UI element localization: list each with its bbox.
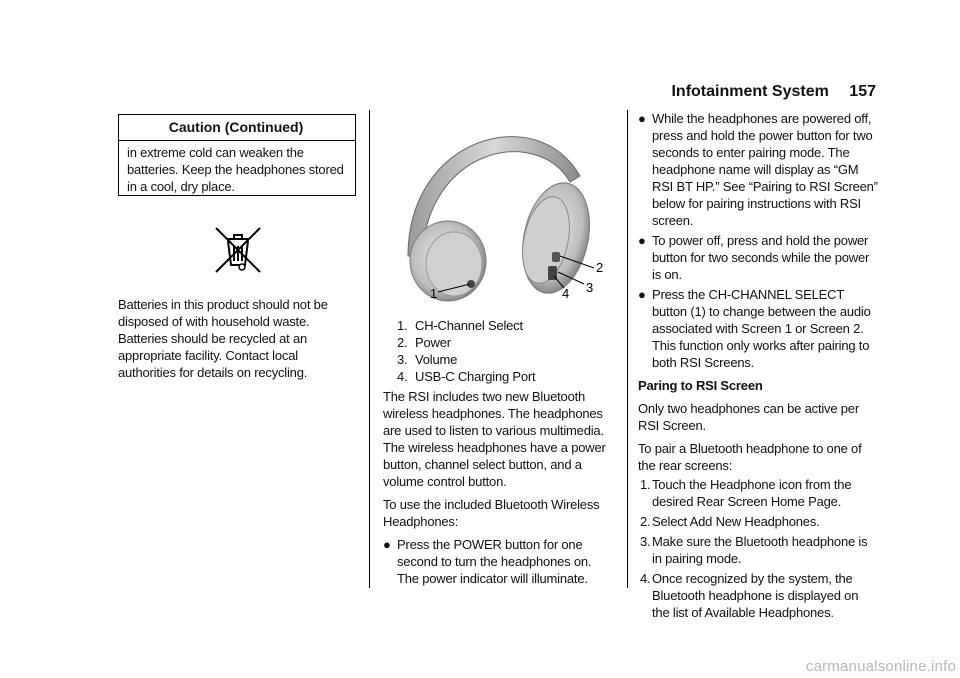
section-heading: Paring to RSI Screen	[638, 378, 763, 393]
list-item: 4. Once recognized by the system, the Bluetooth headphone is displayed on the list of Available Headphones.	[640, 571, 859, 620]
caution-divider	[118, 140, 356, 141]
callout-1: 1	[430, 286, 438, 301]
list-item: 3. Make sure the Bluetooth headphone is in pairing mode.	[640, 534, 868, 566]
page-number: 157	[849, 83, 876, 100]
bullet-icon: ●	[383, 537, 391, 552]
column-2-text	[383, 388, 615, 590]
paragraph: Only two headphones can be active per RSI Screen.	[638, 401, 859, 433]
crossed-out-bin-icon	[212, 224, 264, 276]
callout-2: 2	[596, 260, 604, 275]
bullet-icon: ●	[638, 111, 646, 126]
headphones-illustration	[398, 116, 612, 312]
bullet-icon: ●	[638, 233, 646, 248]
column-divider	[627, 110, 628, 588]
list-item: 1. Touch the Headphone icon from the desired Rear Screen Home Page.	[640, 477, 852, 509]
bullet-item: ● While the headphones are powered off, press and hold the power button for two seconds to enter pairing mode. The headphone name will display as “GM RSI BT HP.” See “Pairing to RSI Screen” below for pairing instructions with RSI screen.	[638, 111, 878, 228]
bullet-item: ● To power off, press and hold the power button for two seconds while the power is on.	[638, 233, 870, 282]
parts-list	[397, 317, 535, 385]
list-item: 2. Power	[397, 335, 451, 350]
batteries-paragraph: Batteries in this product should not be disposed of with household waste. Batteries should be recycled at an appropriate facility. Contact local authorities for details on recycling.	[118, 297, 328, 380]
steps-list	[638, 476, 878, 621]
list-item: 4. USB-C Charging Port	[397, 369, 536, 384]
bullet-item: ● Press the CH-CHANNEL SELECT button (1) to change between the audio associated with Screen 1 or Screen 2. This function only works after pairing to both RSI Screens.	[638, 287, 871, 370]
section-title: Infotainment System	[671, 83, 829, 100]
intro-paragraph: The RSI includes two new Bluetooth wireless headphones. The headphones are used to listen to various multimedia. The wireless headphones have a power button, channel select button, and a volume control button.	[383, 389, 606, 489]
caution-title: Caution (Continued)	[168, 119, 304, 135]
use-intro-paragraph: To use the included Bluetooth Wireless Headphones:	[383, 497, 600, 529]
list-item: 3. Volume	[397, 352, 458, 367]
column-divider	[369, 110, 370, 588]
column-3-text	[638, 110, 878, 624]
bullet-icon: ●	[638, 287, 646, 302]
list-item: 1. CH-Channel Select	[397, 318, 523, 333]
list-item: 2. Select Add New Headphones.	[640, 514, 820, 529]
callout-4: 4	[562, 286, 570, 301]
bullet-item: ● Press the POWER button for one second to turn the headphones on. The power indicator will illuminate.	[383, 537, 592, 586]
callout-3: 3	[586, 280, 594, 295]
watermark-text: carmanualsonline.info	[805, 658, 956, 675]
page-header	[671, 83, 876, 101]
paragraph: To pair a Bluetooth headphone to one of the rear screens:	[638, 441, 862, 473]
caution-text: in extreme cold can weaken the batteries. Keep the headphones stored in a cool, dry place.	[127, 145, 344, 194]
